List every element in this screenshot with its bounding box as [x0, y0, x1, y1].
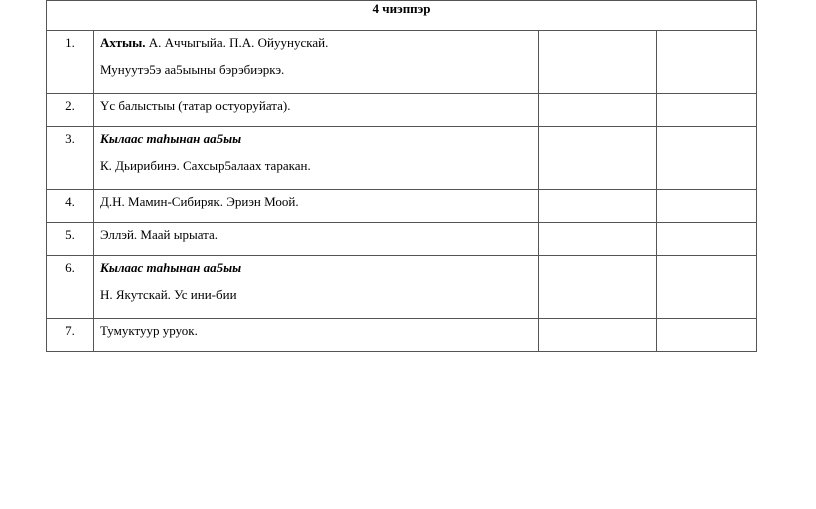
empty-cell — [657, 31, 757, 94]
row-number: 6. — [47, 256, 94, 319]
row-number: 4. — [47, 190, 94, 223]
lesson-title: А. Аччыгыйа. П.А. Ойуунускай. — [145, 35, 329, 50]
row-content — [94, 127, 539, 190]
lesson-title: Үс балыстыы (татар остуоруйата). — [100, 98, 291, 113]
table-row — [47, 190, 757, 223]
row-content — [94, 190, 539, 223]
row-content — [94, 319, 539, 352]
lesson-note: Мунуутэ5э аа5ыыны бэрэбиэркэ. — [100, 62, 285, 77]
empty-cell — [657, 127, 757, 190]
table-row — [47, 127, 757, 190]
empty-cell — [539, 127, 657, 190]
empty-cell — [657, 256, 757, 319]
empty-cell — [657, 94, 757, 127]
empty-cell — [539, 190, 657, 223]
lesson-type: Ахтыы. — [100, 35, 146, 50]
lesson-title: Эллэй. Маай ырыата. — [100, 227, 218, 242]
empty-cell — [657, 223, 757, 256]
table-row — [47, 94, 757, 127]
empty-cell — [657, 190, 757, 223]
row-content — [94, 94, 539, 127]
row-number: 3. — [47, 127, 94, 190]
schedule-table — [46, 0, 757, 352]
empty-cell — [539, 319, 657, 352]
row-content — [94, 256, 539, 319]
empty-cell — [539, 31, 657, 94]
lesson-type: Кылаас таһынан аа5ыы — [100, 131, 242, 146]
empty-cell — [539, 223, 657, 256]
lesson-title: Д.Н. Мамин-Сибиряк. Эриэн Моой. — [100, 194, 299, 209]
table-row — [47, 256, 757, 319]
table-header: 4 чиэппэр — [47, 1, 757, 31]
lesson-title: Н. Якутскай. Ус ини-бии — [100, 287, 237, 302]
empty-cell — [539, 94, 657, 127]
lesson-title: К. Дьирибинэ. Сахсыр5алаах таракан. — [100, 158, 311, 173]
lesson-title: Тумуктуур уруок. — [100, 323, 198, 338]
row-number: 7. — [47, 319, 94, 352]
row-number: 5. — [47, 223, 94, 256]
table-row — [47, 319, 757, 352]
row-number: 1. — [47, 31, 94, 94]
table-row — [47, 223, 757, 256]
row-number: 2. — [47, 94, 94, 127]
empty-cell — [539, 256, 657, 319]
table-row — [47, 31, 757, 94]
row-content — [94, 223, 539, 256]
row-content — [94, 31, 539, 94]
lesson-type: Кылаас таһынан аа5ыы — [100, 260, 242, 275]
empty-cell — [657, 319, 757, 352]
